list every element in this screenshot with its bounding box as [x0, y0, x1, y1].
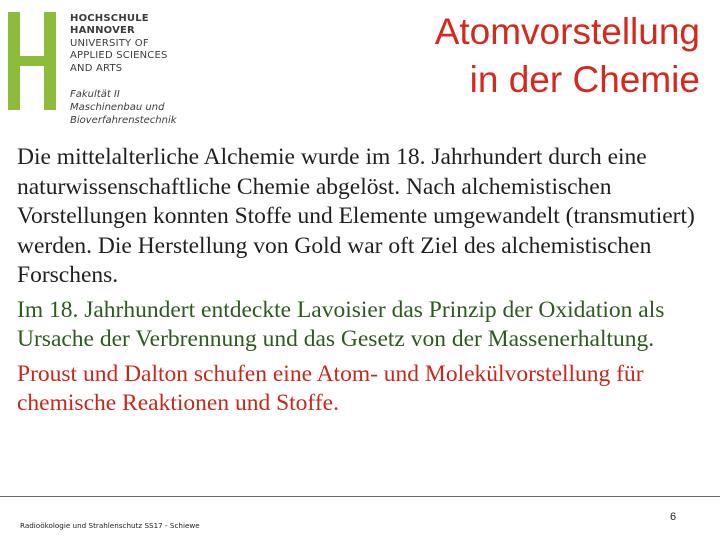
faculty-line: Maschinenbau und [70, 102, 165, 113]
faculty-name [70, 88, 177, 127]
university-name [70, 13, 168, 75]
slide-title-line-1: Atomvorstellung [434, 11, 700, 52]
paragraph-alchemy: Die mittelalterliche Alchemie wurde im 18. Jahrhundert durch eine naturwissenschaftliche Chemie abgelöst. Nach alchemistischen Vorstellungen konnten Stoffe und Elemente umgewandelt (transmutiert) werden. Die Herstellung von Gold war oft Ziel des alchemistischen Forschens. [17, 144, 695, 288]
paragraph-lavoisier: Im 18. Jahrhundert entdeckte Lavoisier das Prinzip der Oxidation als Ursache der Verbrennung und das Gesetz von der Massenerhaltung. [17, 296, 665, 352]
slide-title-line-2: in der Chemie [469, 59, 700, 100]
university-line: UNIVERSITY OF [70, 37, 149, 49]
footer-divider [0, 496, 720, 497]
slide-title [435, 8, 700, 104]
faculty-line: Fakultät II [70, 89, 120, 100]
university-line: AND ARTS [70, 62, 123, 74]
footer-text: Radioökologie und Strahlenschutz SS17 - Schiewe [20, 521, 200, 530]
paragraph-proust-dalton: Proust und Dalton schufen eine Atom- und Molekülvorstellung für chemische Reaktionen und Stoffe. [17, 360, 644, 416]
university-line: HOCHSCHULE [70, 13, 149, 24]
university-line: HANNOVER [70, 25, 135, 37]
faculty-line: Bioverfahrenstechnik [70, 115, 177, 126]
h-logo-icon [8, 12, 56, 110]
page-number: 6 [670, 511, 677, 523]
slide-body [17, 143, 707, 424]
university-logo [8, 12, 188, 132]
university-line: APPLIED SCIENCES [70, 50, 168, 62]
